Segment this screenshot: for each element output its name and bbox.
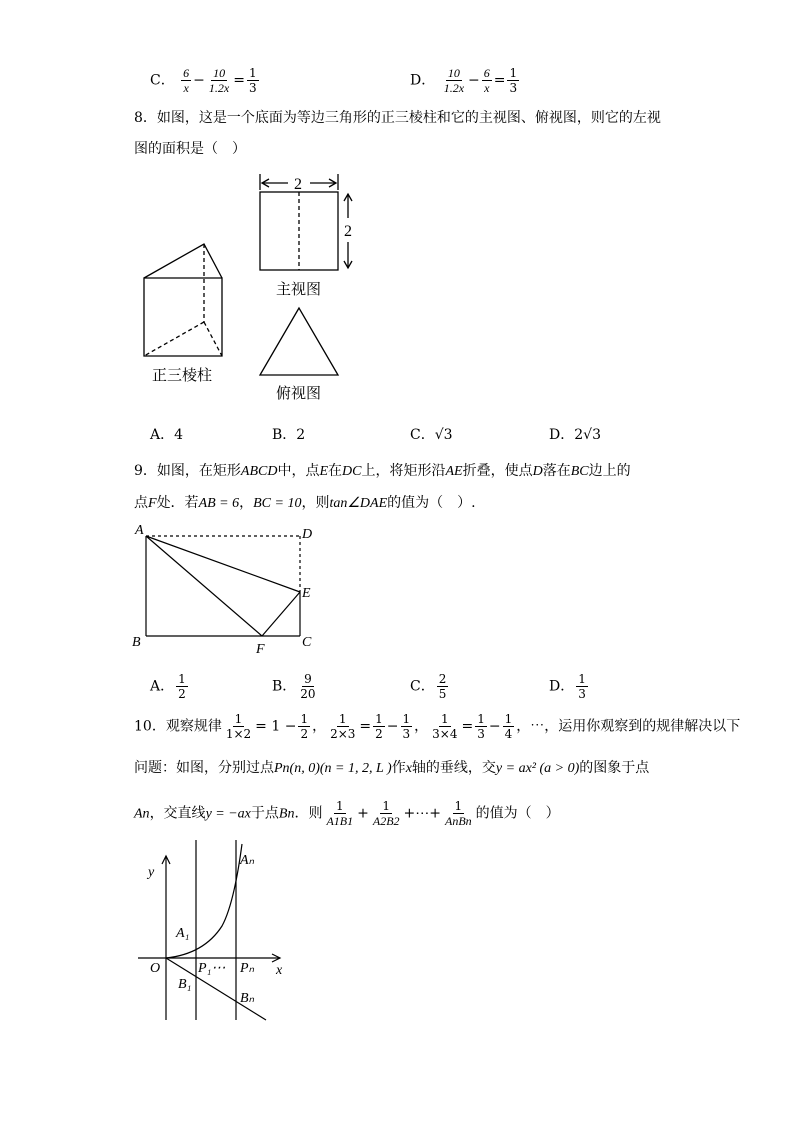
text-q7-optD_t2_den: x [484, 81, 490, 95]
point-c-label: C [302, 635, 312, 650]
text-q9-l1_m: 边上的 [588, 463, 631, 479]
fraction [401, 712, 413, 741]
text-q10-l3_g: 的值为（ ） [475, 805, 560, 822]
text-q10-f2_den: 2×3 [330, 727, 356, 741]
front-view-drawing [260, 174, 352, 270]
text-q9-optD_num: 1 [578, 672, 586, 686]
text-q9-optC_num: 2 [438, 672, 447, 686]
text-q9-l1_j: D [532, 464, 543, 479]
text-q9-l2_h: tan∠DAE [329, 496, 388, 511]
text-q10-l2_a: 问题：如图，分别过点 [134, 760, 274, 776]
text-q9-l1_f: DC [342, 464, 362, 479]
fraction [324, 799, 355, 828]
text-q10-l2_d: x [405, 761, 412, 776]
text-q10-dots: +⋯+ [403, 805, 441, 822]
x-axis-label: x [276, 963, 283, 978]
text-q7-optD_eq: = [493, 72, 506, 89]
text-q9-l2_b: F [148, 496, 157, 511]
q7-option-d[interactable] [410, 66, 521, 95]
text-q9-optA_label: A． [150, 678, 175, 695]
fraction [475, 712, 487, 741]
q8-option-d[interactable] [549, 425, 601, 445]
q9-stem-line2 [134, 493, 476, 514]
text-q9-optB_label: B． [272, 678, 297, 695]
pn-label: Pₙ [240, 961, 255, 976]
top-view-label: 俯视图 [276, 384, 322, 402]
text-q7-optC_t1_den: x [183, 81, 189, 95]
point-b-label: B [132, 635, 141, 650]
text-q9-l1_g: 上，将矩形沿 [361, 463, 446, 479]
text-q10-f2b_num: 1 [402, 712, 411, 726]
text-q9-l2_i: 的值为（ ）. [387, 495, 476, 511]
b1-label: B₁ [178, 977, 192, 992]
text-q9-l2_c: 处．若 [156, 495, 199, 511]
fraction [247, 66, 259, 95]
q9-option-a[interactable] [150, 672, 190, 701]
text-q7-optD_t1_den: 1.2x [443, 81, 465, 95]
text-q9-l1_d: E [319, 464, 329, 479]
q9-option-d[interactable] [549, 672, 590, 701]
text-q7-optC_eq: = [233, 72, 245, 89]
y-axis-label: y [148, 865, 155, 880]
dim-width-label: 2 [294, 176, 302, 193]
fraction [443, 799, 474, 828]
fraction [576, 672, 588, 701]
text-q10-f2_rhs: = [359, 718, 372, 735]
q9-stem-line1 [134, 461, 631, 482]
fraction [371, 799, 402, 828]
text-q9-optD_label: D． [549, 678, 575, 695]
text-q9-l2_e: ， [239, 495, 254, 511]
q8-option-a[interactable]: A．4 [150, 427, 184, 443]
q8-stem-line2: 图的面积是（ ） [134, 141, 246, 157]
fraction [328, 712, 357, 741]
text-q10-s2_den: A2B2 [372, 814, 400, 828]
q8-stem-line1: 8．如图，这是一个底面为等边三角形的正三棱柱和它的主视图、俯视图，则它的左视 [134, 110, 661, 126]
text-q9-optA_num: 1 [178, 672, 186, 686]
p1-label: P₁⋯ [198, 961, 226, 976]
text-q7-optC_t2_num: 10 [213, 66, 226, 80]
text-q9-optD_den: 3 [578, 687, 586, 701]
text-q10-f1_rhs: = 1 − [255, 718, 297, 735]
text-q10-f2b_den: 3 [402, 727, 411, 741]
text-q10-l3_c: y = −ax [205, 806, 251, 822]
q10-stem-line2 [134, 758, 649, 779]
q8-figure [130, 170, 370, 410]
fraction [503, 712, 515, 741]
point-d-label: D [302, 527, 313, 542]
text-q7-optD_minus: − [468, 72, 480, 89]
text-q8-optD_val: 2√3 [574, 427, 601, 443]
text-q9-l1_e: 在 [328, 463, 343, 479]
text-q10-s3_num: 1 [454, 799, 463, 813]
text-q9-l2_g: ，则 [301, 495, 330, 511]
text-q9-l1_l: BC [570, 464, 589, 479]
fraction [224, 712, 253, 741]
text-q9-optC_den: 5 [438, 687, 447, 701]
text-q10-l3_b: ，交直线 [149, 805, 206, 822]
text-q9-l1_c: 中，点 [277, 463, 320, 479]
text-q9-optC_label: C． [410, 678, 435, 695]
text-q9-l2_d: AB = 6 [198, 496, 240, 511]
text-q8-optD_label: D． [549, 427, 575, 443]
a1-label: A₁ [176, 926, 190, 941]
text-q10-f1_den: 1×2 [225, 727, 252, 741]
fraction [442, 66, 466, 95]
text-q9-optA_den: 2 [178, 687, 186, 701]
text-q10-f1b_den: 2 [300, 727, 309, 741]
text-q7-optD_rhs_num: 1 [509, 66, 518, 80]
text-q7-optD_t1_num: 10 [447, 66, 460, 80]
text-q7-optC_rhs_num: 1 [248, 66, 257, 80]
text-q10-f3b_num: 1 [504, 712, 513, 726]
text-q10-l2_e: 轴的垂线，交 [411, 760, 496, 776]
text-q8-optC_label: C． [410, 427, 435, 443]
fraction [176, 672, 188, 701]
text-q10-f2a_den: 2 [375, 727, 383, 741]
text-q10-l2_c: 作 [391, 760, 406, 776]
text-q9-l1_h: AE [445, 464, 463, 479]
text-q10-l2_g: 的图象于点 [579, 760, 650, 776]
q7-option-c[interactable] [150, 66, 261, 95]
text-q10-f1_num: 1 [234, 712, 243, 726]
front-view-label: 主视图 [276, 280, 322, 298]
text-q10-f2_num: 1 [338, 712, 347, 726]
text-q10-f2_minus: − [386, 718, 399, 735]
text-q10-f2a_num: 1 [375, 712, 383, 726]
text-q10-f3a_num: 1 [477, 712, 485, 726]
fraction [298, 712, 310, 741]
top-view-triangle [260, 308, 338, 375]
fraction [430, 712, 459, 741]
q9-figure [128, 520, 328, 660]
text-q9-l1_k: 落在 [542, 463, 571, 479]
text-q10-l2_b: Pn(n, 0)(n = 1, 2, L ) [274, 761, 392, 776]
fraction [373, 712, 385, 741]
fraction [437, 672, 449, 701]
q10-stem-line3 [134, 799, 560, 828]
text-q10-l2_f: y = ax² (a > 0) [495, 761, 580, 776]
prism-drawing [144, 244, 222, 356]
text-q10-plus: + [357, 805, 369, 822]
point-a-label: A [135, 523, 144, 538]
text-q10-f3_num: 1 [441, 712, 449, 726]
prism-label: 正三棱柱 [152, 366, 213, 384]
fraction [507, 66, 519, 95]
text-q9-l1_i: 折叠，使点 [462, 463, 533, 479]
q9-option-c[interactable] [410, 672, 450, 701]
text-q10-f3a_den: 3 [477, 727, 485, 741]
origin-label: O [150, 961, 161, 976]
text-q10-l3_f: ．则 [294, 805, 323, 822]
text-q7-optC_t2_den: 1.2x [208, 81, 230, 95]
text-q10-s3_den: AnBn [445, 814, 472, 828]
point-e-label: E [302, 586, 311, 601]
text-q10-l3_e: Bn [278, 806, 295, 822]
text-q7-optC_rhs_den: 3 [248, 81, 257, 95]
text-q10-f3_rhs: = [461, 718, 474, 735]
text-q10-l3_a: An [134, 806, 150, 822]
an-label: Aₙ [240, 853, 255, 868]
text-q10-l3_d: 于点 [250, 805, 279, 822]
q10-figure [130, 838, 300, 1023]
text-q9-l2_a: 点 [134, 495, 148, 511]
text-q8-optC_val: √3 [434, 427, 453, 443]
fraction [482, 66, 492, 95]
text-q10-s2_num: 1 [382, 799, 391, 813]
q10-stem-line1 [134, 712, 740, 741]
text-q10-sep: ， [414, 718, 429, 735]
text-q10-sep: ， [312, 718, 327, 735]
bn-label: Bₙ [240, 991, 255, 1006]
text-q10-f3_den: 3×4 [432, 727, 458, 741]
text-q9-optB_num: 9 [304, 672, 312, 686]
text-q10-s1_num: 1 [335, 799, 344, 813]
text-q7-optC_label: C． [150, 72, 175, 89]
text-q10-f3_minus: − [488, 718, 501, 735]
fraction [207, 66, 231, 95]
fraction [181, 66, 191, 95]
text-q7-optD_rhs_den: 3 [509, 81, 518, 95]
text-q10-s1_den: A1B1 [326, 814, 354, 828]
text-q7-optD_t2_num: 6 [483, 66, 490, 80]
text-q7-optC_minus: − [193, 72, 205, 89]
text-q9-l1_b: ABCD [240, 464, 278, 479]
point-f-label: F [256, 642, 265, 657]
text-q7-optC_t1_num: 6 [183, 66, 190, 80]
fraction [298, 672, 317, 701]
text-q10-f1b_num: 1 [300, 712, 309, 726]
dim-height-label: 2 [344, 223, 352, 240]
text-q10-l1_end: ，⋯，运用你观察到的规律解决以下 [516, 718, 741, 735]
text-q9-optB_den: 20 [300, 687, 316, 701]
q8-option-c[interactable] [410, 425, 453, 445]
text-q10-l1_a: 10．观察规律 [134, 718, 222, 735]
q9-option-b[interactable] [272, 672, 320, 701]
text-q9-l2_f: BC = 10 [253, 496, 302, 511]
q8-option-b[interactable]: B．2 [272, 427, 306, 443]
text-q7-optD_label: D． [410, 72, 436, 89]
text-q9-l1_a: 9．如图，在矩形 [134, 463, 241, 479]
text-q10-f3b_den: 4 [504, 727, 513, 741]
